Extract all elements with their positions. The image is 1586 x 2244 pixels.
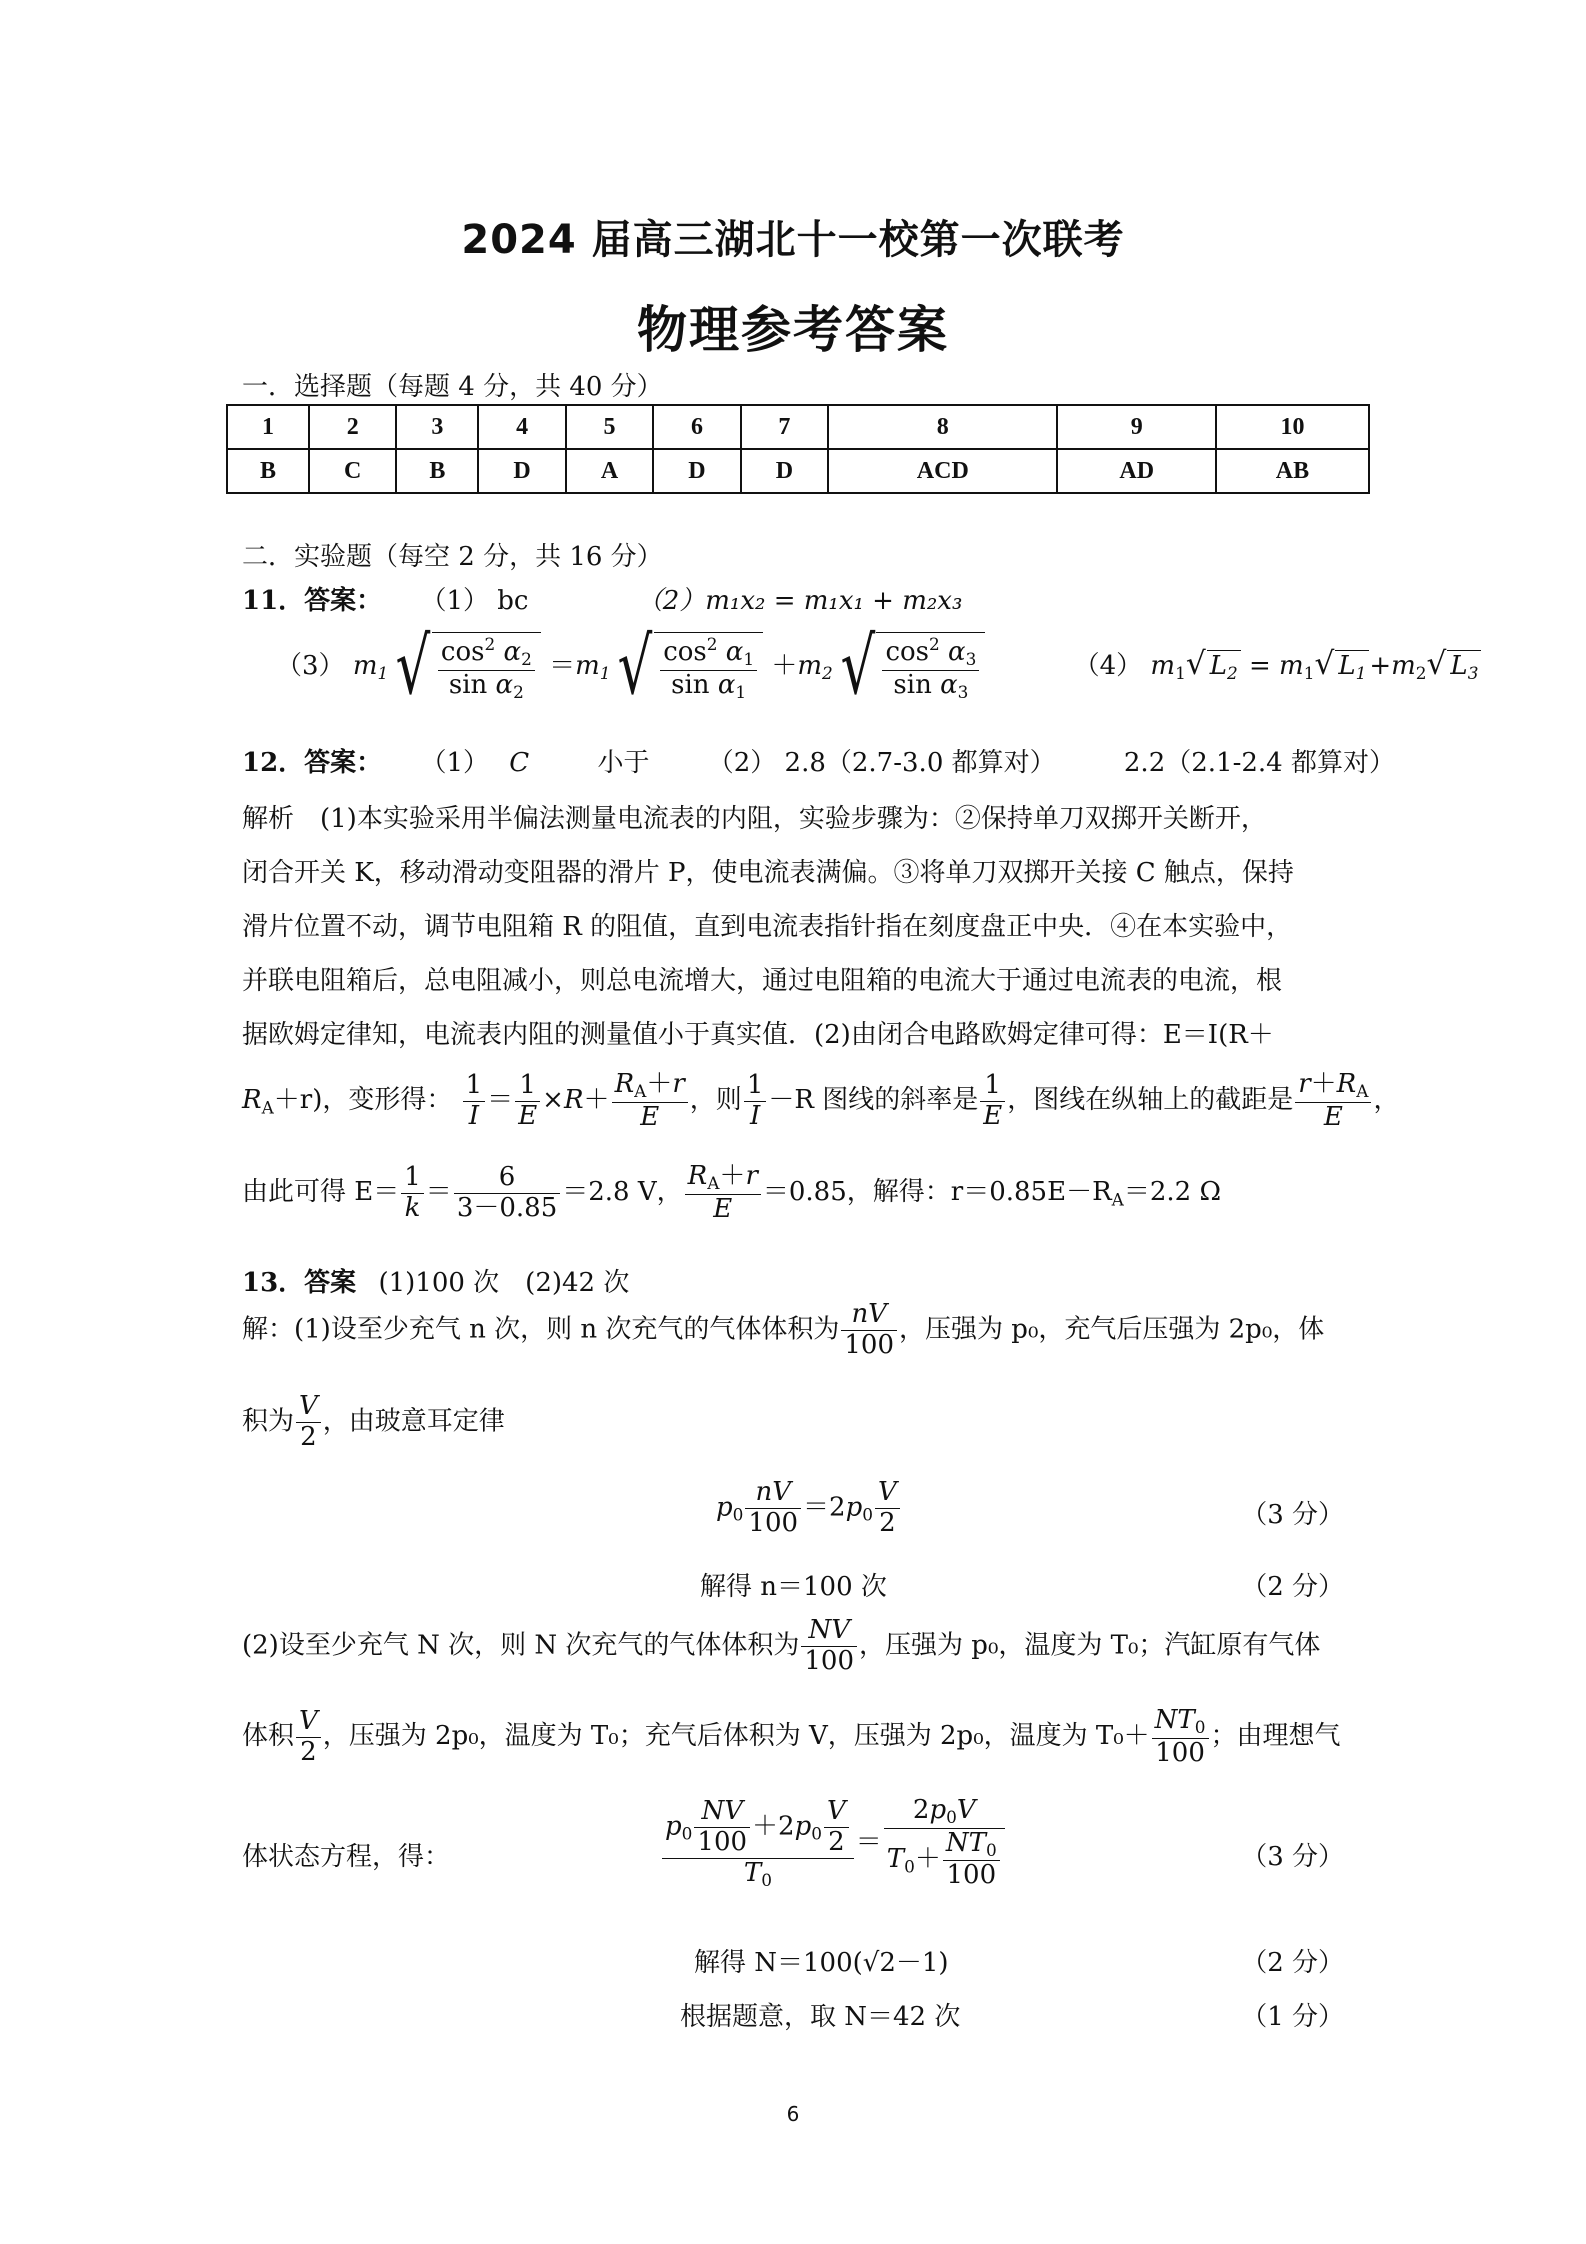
text-seg: 积为 xyxy=(242,1406,295,1437)
q11-line1 xyxy=(242,580,962,617)
table-cell: D xyxy=(478,449,565,493)
answer-table xyxy=(226,404,1370,494)
text-seg: ＝2.2 Ω xyxy=(1123,1177,1222,1208)
page-subtitle: 物理参考答案 xyxy=(637,301,949,359)
q13-sol1-score: （2 分） xyxy=(1241,1572,1344,1602)
q13-equation1: $p_0$ $\frac{nV}{100}$ $=2p_0$ $\frac{V}{2}$ xyxy=(716,1478,902,1539)
text-seg: ；由理想气 xyxy=(1210,1721,1341,1752)
table-cell: 5 xyxy=(566,405,653,449)
q11-line2: （3） $m_1√$ $\frac{\cos^2 \alpha_2}{\sin \alpha_2}$ $=m_1√$ $\frac{\cos^2 \alpha_1}{\sin \alpha_1}$ $+m_2√$ $\frac{\cos^2 \alpha_3}{\sin \alpha_3}$ （4） $m_1√$ $L_2 = m_1√$ $L_1 +m_2√$ $L_3$ xyxy=(276,628,1481,706)
q11-label: 11．答案： xyxy=(242,586,383,616)
text-r: R xyxy=(242,1085,262,1116)
text-seg: －R 图线的斜率是 xyxy=(768,1085,979,1116)
text-seg: ＝2.8 V， xyxy=(562,1177,683,1208)
text-seg: 由此可得 E＝ xyxy=(242,1177,400,1208)
q13-solution1: 解得 n＝100 次 xyxy=(700,1572,887,1602)
q12-a3: 2.2（2.1-2.4 都算对） xyxy=(1123,748,1395,778)
q13-solution2: 解得 N＝100(√2－1) xyxy=(694,1948,949,1978)
q13-answer: (1)100 次 (2)42 次 xyxy=(378,1268,630,1298)
text-seg: ＝0.85，解得：r＝0.85E－R xyxy=(762,1177,1112,1208)
table-cell: B xyxy=(227,449,309,493)
table-cell: A xyxy=(566,449,653,493)
cos-text: cos xyxy=(440,637,485,668)
text-seg: ＋r)，变形得： xyxy=(273,1085,453,1116)
q12-a1-label: （1） xyxy=(420,748,489,778)
q13-sol3-score: （1 分） xyxy=(1241,2002,1344,2032)
q13-sol2-score: （2 分） xyxy=(1241,1948,1344,1978)
table-cell: D xyxy=(653,449,740,493)
table-cell: 8 xyxy=(828,405,1057,449)
table-cell: 7 xyxy=(741,405,828,449)
table-cell: C xyxy=(309,449,396,493)
q12-line-answer xyxy=(242,742,1395,779)
table-cell: 4 xyxy=(478,405,565,449)
q12-explain-line6: $R_A+r$)，变形得： $\frac{1}{I}$ ＝ $\frac{1}{E}$ ×R＋ $\frac{R_A+r}{E}$ ，则 $\frac{1}{I}$ －R 图线的斜率是 $\frac{1}{E}$ ，图线在纵轴上的截距是 $\frac{r+R_A}{E}$ ， xyxy=(242,1069,1400,1132)
answer-table-header-row xyxy=(227,405,1369,449)
table-cell: ACD xyxy=(828,449,1057,493)
text-seg: ，则 xyxy=(689,1085,742,1116)
answer-table-answer-row xyxy=(227,449,1369,493)
q12-label: 12．答案： xyxy=(242,748,383,778)
page-title: 2024 届高三湖北十一校第一次联考 xyxy=(461,217,1125,263)
text-seg: ，由玻意耳定律 xyxy=(322,1406,505,1437)
q12-explain-line4: 并联电阻箱后，总电阻减小，则总电流增大，通过电阻箱的电流大于通过电流表的电流，根 xyxy=(242,966,1283,996)
q11-answer3-label: （3） xyxy=(276,651,345,681)
q12-a1-extra: 小于 xyxy=(597,748,650,778)
table-cell: 9 xyxy=(1057,405,1215,449)
text-seg: ，图线在纵轴上的截距是 xyxy=(1007,1085,1294,1116)
q12-explain-line1: 解析 (1)本实验采用半偏法测量电流表的内阻，实验步骤为：②保持单刀双掷开关断开， xyxy=(242,804,1267,834)
section1-heading: 一．选择题（每题 4 分，共 40 分） xyxy=(242,372,663,402)
q12-explain-line2: 闭合开关 K，移动滑动变阻器的滑片 P，使电流表满偏。③将单刀双掷开关接 C 触点，保持 xyxy=(242,858,1294,888)
q13-solution3: 根据题意，取 N＝42 次 xyxy=(680,2002,961,2032)
q12-explain-line3: 滑片位置不动，调节电阻箱 R 的阻值，直到电流表指针指在刻度盘正中央．④在本实验中， xyxy=(242,912,1293,942)
text-seg: 体积 xyxy=(242,1721,295,1752)
text-seg: ，压强为 p₀，温度为 T₀；汽缸原有气体 xyxy=(859,1630,1321,1661)
text-seg: 解：(1)设至少充气 n 次，则 n 次充气的气体体积为 xyxy=(242,1314,840,1345)
table-cell: AD xyxy=(1057,449,1215,493)
q12-explain-line5: 据欧姆定律知，电流表内阻的测量值小于真实值．(2)由闭合电路欧姆定律可得：E＝I(R＋ xyxy=(242,1020,1274,1050)
text-seg: ，压强为 p₀，充气后压强为 2p₀，体 xyxy=(899,1314,1325,1345)
table-cell: 10 xyxy=(1216,405,1369,449)
q13-eq2-score: （3 分） xyxy=(1241,1842,1344,1872)
q13-label: 13．答案 xyxy=(242,1268,357,1298)
table-cell: D xyxy=(741,449,828,493)
page-number: 6 xyxy=(786,2102,800,2126)
text-seg: ，压强为 2p₀，温度为 T₀；充气后体积为 V，压强为 2p₀，温度为 T₀＋ xyxy=(322,1721,1150,1752)
q13-equation2: $p_0$ $\frac{NV}{100}$ $+2p_0$ $\frac{V}{2}$ $T_0$ ＝ $2p_0V$ $T_0+$ $\frac{NT_0}{100}$ xyxy=(660,1796,1007,1891)
q13-solution-line1: 解：(1)设至少充气 n 次，则 n 次充气的气体体积为 $\frac{nV}{100}$ ，压强为 p₀，充气后压强为 2p₀，体 xyxy=(242,1299,1325,1360)
q13-solution-line4: 体积 $\frac{V}{2}$ ，压强为 2p₀，温度为 T₀；充气后体积为 V，压强为 2p₀，温度为 T₀＋ $\frac{NT_0}{100}$ ；由理想气 xyxy=(242,1705,1341,1768)
q13-solution-line3: (2)设至少充气 N 次，则 N 次充气的气体体积为 $\frac{NV}{100}$ ，压强为 p₀，温度为 T₀；汽缸原有气体 xyxy=(242,1615,1321,1676)
q11-answer4-label: （4） xyxy=(1073,651,1143,681)
table-cell: B xyxy=(396,449,478,493)
q13-solution-line2: 积为 $\frac{V}{2}$ ，由玻意耳定律 xyxy=(242,1391,505,1452)
text-seg: (2)设至少充气 N 次，则 N 次充气的气体体积为 xyxy=(242,1630,800,1661)
section2-heading: 二．实验题（每空 2 分，共 16 分） xyxy=(242,542,663,572)
table-cell: AB xyxy=(1216,449,1369,493)
q12-a1-value: C xyxy=(509,748,530,778)
q11-answer2: （2）m₁x₂ = m₁x₁ + m₂x₃ xyxy=(636,586,963,616)
q11-answer1: （1） bc xyxy=(420,586,529,616)
q13-line-answer xyxy=(242,1262,629,1299)
table-cell: 2 xyxy=(309,405,396,449)
q12-explain-line7: 由此可得 E＝ $\frac{1}{k}$ ＝ $\frac{6}{3-0.85}$ ＝2.8 V， $\frac{R_A+r}{E}$ ＝0.85，解得：$r=0.85E-R_A=2.2$ Ω xyxy=(242,1161,1222,1224)
table-cell: 1 xyxy=(227,405,309,449)
table-cell: 3 xyxy=(396,405,478,449)
sin-text: sin xyxy=(448,669,488,700)
q13-solution-line5: 体状态方程，得： xyxy=(242,1842,451,1872)
q13-eq1-score: （3 分） xyxy=(1241,1500,1344,1530)
table-cell: 6 xyxy=(653,405,740,449)
q12-a2: （2） 2.8（2.7-3.0 都算对） xyxy=(707,748,1056,778)
